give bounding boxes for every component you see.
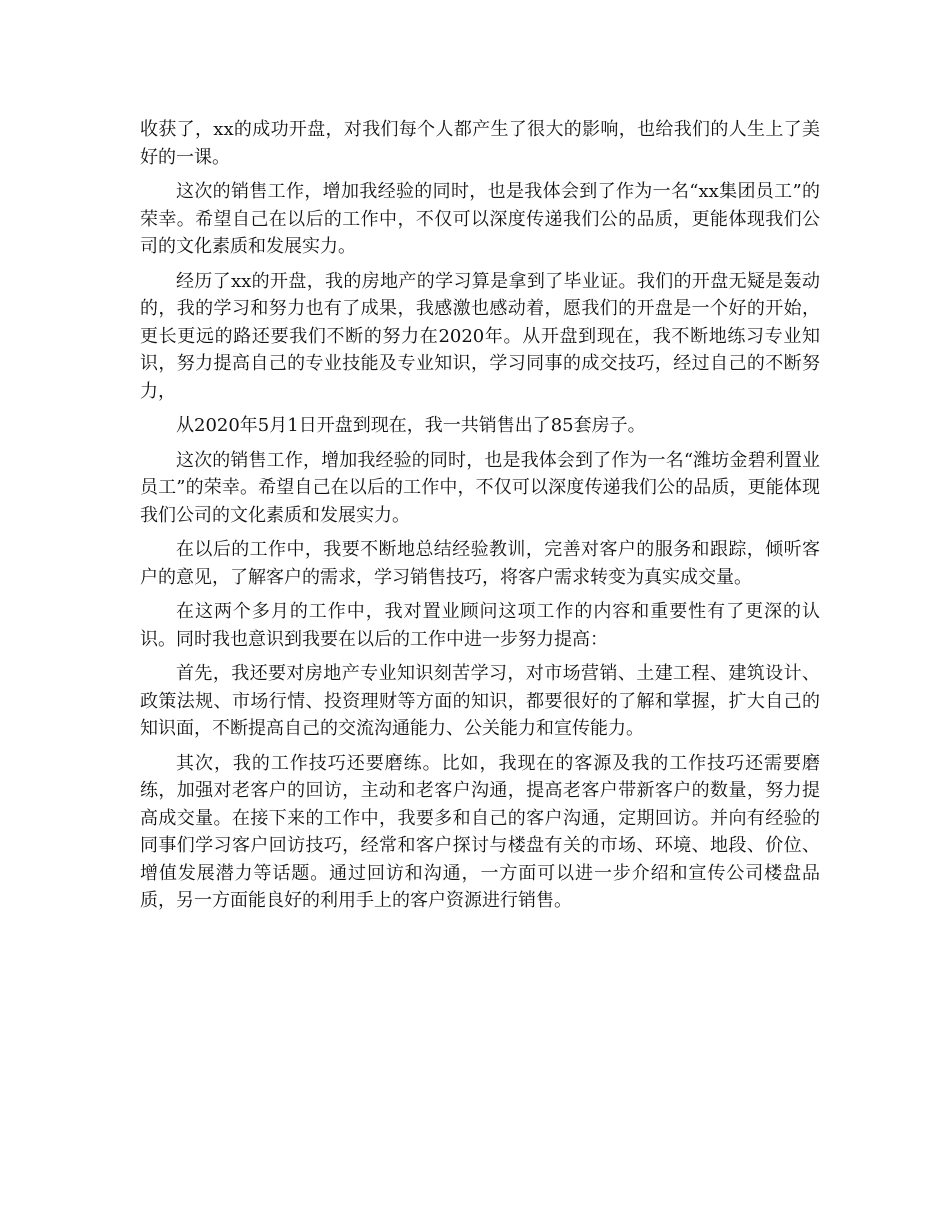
paragraph: 其次，我的工作技巧还要磨练。比如，我现在的客源及我的工作技巧还需要磨练，加强对老客户的回访，主动和老客户沟通，提高老客户带新客户的数量，努力提高成交量。在接下来的工作中，我要多和自己的客户沟通，定期回访。并向有经验的同事们学习客户回访技巧，经常和客户探讨与楼盘有关的市场、环境、地段、价位、增值发展潜力等话题。通过回访和沟通，一方面可以进一步介绍和宣传公司楼盘品质，另一方面能良好的利用手上的客户资源进行销售。 [140,752,820,911]
paragraph: 经历了xx的开盘，我的房地产的学习算是拿到了毕业证。我们的开盘无疑是轰动的，我的学习和努力也有了成果，我感激也感动着，愿我们的开盘是一个好的开始，更长更远的路还要我们不断的努力在2020年。从开盘到现在，我不断地练习专业知识，努力提高自己的专业技能及专业知识，学习同事的成交技巧，经过自己的不断努力， [140,270,820,402]
paragraph: 在这两个多月的工作中，我对置业顾问这项工作的内容和重要性有了更深的认识。同时我也意识到我要在以后的工作中进一步努力提高： [140,601,820,650]
paragraph: 在以后的工作中，我要不断地总结经验教训，完善对客户的服务和跟踪，倾听客户的意见，了解客户的需求，学习销售技巧，将客户需求转变为真实成交量。 [140,539,820,588]
paragraph: 这次的销售工作，增加我经验的同时，也是我体会到了作为一名“xx集团员工”的荣幸。希望自己在以后的工作中，不仅可以深度传递我们公的品质，更能体现我们公司的文化素质和发展实力。 [140,181,820,257]
paragraph: 这次的销售工作，增加我经验的同时，也是我体会到了作为一名“潍坊金碧利置业员工”的荣幸。希望自己在以后的工作中，不仅可以深度传递我们公的品质，更能体现我们公司的文化素质和发展实力。 [140,449,820,526]
paragraph-continuation: 收获了，xx的成功开盘，对我们每个人都产生了很大的影响，也给我们的人生上了美好的一课。 [140,119,820,168]
paragraph: 从2020年5月1日开盘到现在，我一共销售出了85套房子。 [176,415,646,436]
document-body [140,116,820,922]
paragraph: 首先，我还要对房地产专业知识刻苦学习，对市场营销、土建工程、建筑设计、政策法规、市场行情、投资理财等方面的知识，都要很好的了解和掌握，扩大自己的知识面，不断提高自己的交流沟通能力、公关能力和宣传能力。 [140,663,820,739]
